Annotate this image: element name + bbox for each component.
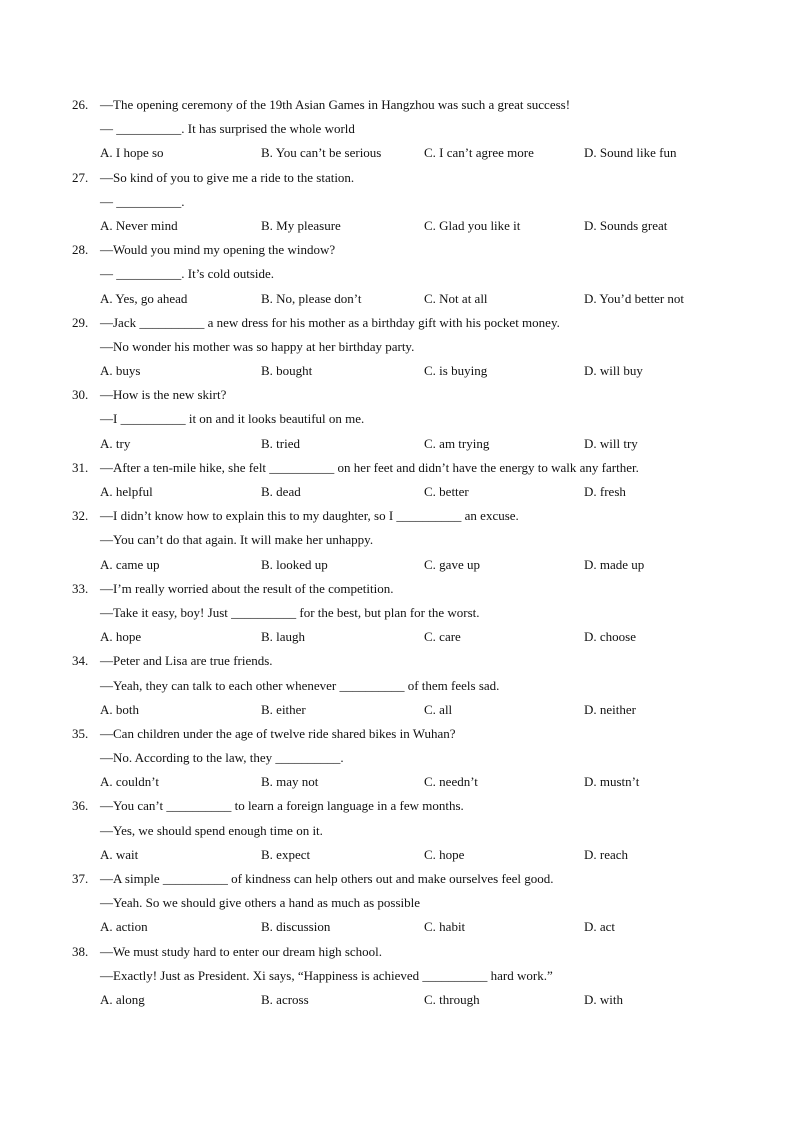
question-reply-line	[72, 335, 732, 359]
question-28	[72, 238, 732, 311]
answer-options	[72, 988, 732, 1012]
question-list	[72, 93, 732, 1012]
question-number: 38.	[72, 943, 89, 959]
question-text: —Yes, we should spend enough time on it.	[100, 822, 323, 838]
answer-options	[72, 480, 732, 504]
question-text: — __________.	[100, 193, 185, 209]
question-reply-line	[72, 528, 732, 552]
question-38	[72, 940, 732, 1013]
question-text: —You can’t do that again. It will make her unhappy.	[100, 532, 374, 548]
option-b: B. looked up	[261, 556, 328, 572]
question-reply-line	[72, 601, 732, 625]
option-d: D. Sounds great	[584, 217, 668, 233]
option-c: C. I can’t agree more	[424, 145, 534, 161]
option-d: D. fresh	[584, 484, 626, 499]
question-reply-line	[72, 891, 732, 915]
question-prompt-line	[72, 940, 732, 964]
question-prompt-line	[72, 456, 732, 480]
question-prompt-line	[72, 722, 732, 746]
question-reply-line	[72, 190, 732, 214]
question-36	[72, 794, 732, 867]
option-c: C. care	[424, 629, 461, 645]
option-b: B. laugh	[261, 629, 306, 645]
option-b: B. discussion	[261, 919, 331, 935]
option-a: A. wait	[100, 846, 139, 862]
option-c: C. Not at all	[424, 290, 488, 306]
option-b: B. expect	[261, 846, 311, 862]
question-text: —So kind of you to give me a ride to the station.	[100, 169, 355, 185]
answer-options	[72, 553, 732, 577]
option-b: B. bought	[261, 363, 313, 379]
option-b: B. tried	[261, 435, 300, 451]
answer-options	[72, 432, 732, 456]
option-c: C. habit	[424, 919, 466, 935]
question-number: 26.	[72, 97, 89, 112]
question-27	[72, 166, 732, 239]
option-c: C. needn’t	[424, 774, 478, 790]
option-b: B. dead	[261, 484, 301, 499]
option-a: A. both	[100, 701, 139, 717]
question-reply-line	[72, 964, 732, 988]
option-d: D. act	[584, 919, 616, 935]
question-number: 35.	[72, 725, 89, 741]
option-d: D. neither	[584, 701, 636, 717]
question-prompt-line	[72, 794, 732, 818]
option-b: B. You can’t be serious	[261, 145, 382, 161]
question-reply-line	[72, 819, 732, 843]
question-number: 36.	[72, 798, 89, 814]
question-text: —Peter and Lisa are true friends.	[100, 653, 273, 669]
option-d: D. You’d better not	[584, 290, 685, 306]
answer-options	[72, 141, 732, 165]
option-a: A. couldn’t	[100, 774, 159, 790]
option-a: A. action	[100, 919, 148, 935]
option-a: A. Yes, go ahead	[100, 290, 188, 306]
question-26	[72, 93, 732, 166]
question-32	[72, 504, 732, 577]
question-text: —You can’t __________ to learn a foreign language in a few months.	[100, 798, 464, 814]
question-text: —Take it easy, boy! Just __________ for the best, but plan for the worst.	[100, 604, 480, 620]
question-reply-line	[72, 117, 732, 141]
question-number: 29.	[72, 314, 89, 330]
question-text: —Yeah. So we should give others a hand as much as possible	[100, 895, 421, 911]
question-37	[72, 867, 732, 940]
option-c: C. gave up	[424, 556, 480, 572]
option-d: D. will try	[584, 435, 638, 451]
question-prompt-line	[72, 504, 732, 528]
question-30	[72, 383, 732, 456]
question-text: —Exactly! Just as President. Xi says, “Happiness is achieved __________ hard work.”	[100, 967, 553, 983]
option-d: D. mustn’t	[584, 774, 640, 790]
answer-options	[72, 915, 732, 939]
question-text: —No wonder his mother was so happy at her birthday party.	[100, 338, 415, 354]
question-prompt-line	[72, 577, 732, 601]
option-b: B. No, please don’t	[261, 290, 362, 306]
question-prompt-line	[72, 311, 732, 335]
question-text: —I didn’t know how to explain this to my daughter, so I __________ an excuse.	[100, 508, 519, 524]
option-a: A. along	[100, 991, 145, 1007]
question-number: 30.	[72, 387, 89, 403]
option-c: C. am trying	[424, 435, 490, 451]
question-prompt-line	[72, 649, 732, 673]
answer-options	[72, 770, 732, 794]
option-a: A. I hope so	[100, 145, 164, 161]
option-d: D. choose	[584, 629, 636, 645]
question-text: — __________. It has surprised the whole world	[100, 121, 355, 137]
option-a: A. hope	[100, 629, 142, 645]
question-prompt-line	[72, 867, 732, 891]
question-text: —Yeah, they can talk to each other whenever __________ of them feels sad.	[100, 677, 500, 693]
answer-options	[72, 359, 732, 383]
question-text: —Can children under the age of twelve ride shared bikes in Wuhan?	[100, 725, 456, 741]
question-text: —How is the new skirt?	[100, 387, 227, 403]
answer-options	[72, 214, 732, 238]
question-text: —A simple __________ of kindness can help others out and make ourselves feel good.	[100, 871, 554, 886]
question-text: —I __________ it on and it looks beautiful on me.	[100, 411, 365, 427]
answer-options	[72, 698, 732, 722]
question-prompt-line	[72, 238, 732, 262]
question-29	[72, 311, 732, 384]
question-number: 37.	[72, 871, 89, 886]
option-d: D. Sound like fun	[584, 145, 677, 161]
question-prompt-line	[72, 166, 732, 190]
option-b: B. either	[261, 701, 306, 717]
question-reply-line	[72, 407, 732, 431]
question-text: —I’m really worried about the result of the competition.	[100, 580, 394, 596]
question-text: —Would you mind my opening the window?	[100, 242, 336, 258]
question-reply-line	[72, 746, 732, 770]
question-prompt-line	[72, 383, 732, 407]
question-35	[72, 722, 732, 795]
answer-options	[72, 843, 732, 867]
option-d: D. will buy	[584, 363, 643, 379]
option-c: C. better	[424, 484, 469, 499]
question-text: —After a ten-mile hike, she felt __________ on her feet and didn’t have the energy to walk any farther.	[100, 459, 639, 475]
option-c: C. hope	[424, 846, 465, 862]
question-reply-line	[72, 262, 732, 286]
option-a: A. try	[100, 435, 131, 451]
option-b: B. My pleasure	[261, 217, 341, 233]
option-a: A. came up	[100, 556, 160, 572]
question-number: 32.	[72, 508, 89, 524]
option-d: D. with	[584, 991, 623, 1007]
question-text: —No. According to the law, they __________.	[100, 750, 344, 766]
question-reply-line	[72, 674, 732, 698]
option-c: C. is buying	[424, 363, 488, 379]
question-31	[72, 456, 732, 504]
question-number: 31.	[72, 459, 89, 475]
question-33	[72, 577, 732, 650]
question-text: —Jack __________ a new dress for his mother as a birthday gift with his pocket money.	[100, 314, 560, 330]
option-a: A. helpful	[100, 484, 153, 499]
question-number: 28.	[72, 242, 89, 258]
option-d: D. reach	[584, 846, 629, 862]
question-text: —We must study hard to enter our dream high school.	[100, 943, 383, 959]
option-c: C. Glad you like it	[424, 217, 521, 233]
question-number: 27.	[72, 169, 89, 185]
option-b: B. across	[261, 991, 309, 1007]
option-c: C. through	[424, 991, 480, 1007]
question-number: 33.	[72, 580, 89, 596]
option-a: A. buys	[100, 363, 141, 379]
answer-options	[72, 287, 732, 311]
question-text: —The opening ceremony of the 19th Asian Games in Hangzhou was such a great success!	[100, 97, 571, 112]
option-c: C. all	[424, 701, 453, 717]
option-d: D. made up	[584, 556, 645, 572]
answer-options	[72, 625, 732, 649]
question-34	[72, 649, 732, 722]
question-number: 34.	[72, 653, 89, 669]
option-b: B. may not	[261, 774, 319, 790]
question-prompt-line	[72, 93, 732, 117]
question-text: — __________. It’s cold outside.	[100, 266, 275, 282]
option-a: A. Never mind	[100, 217, 178, 233]
